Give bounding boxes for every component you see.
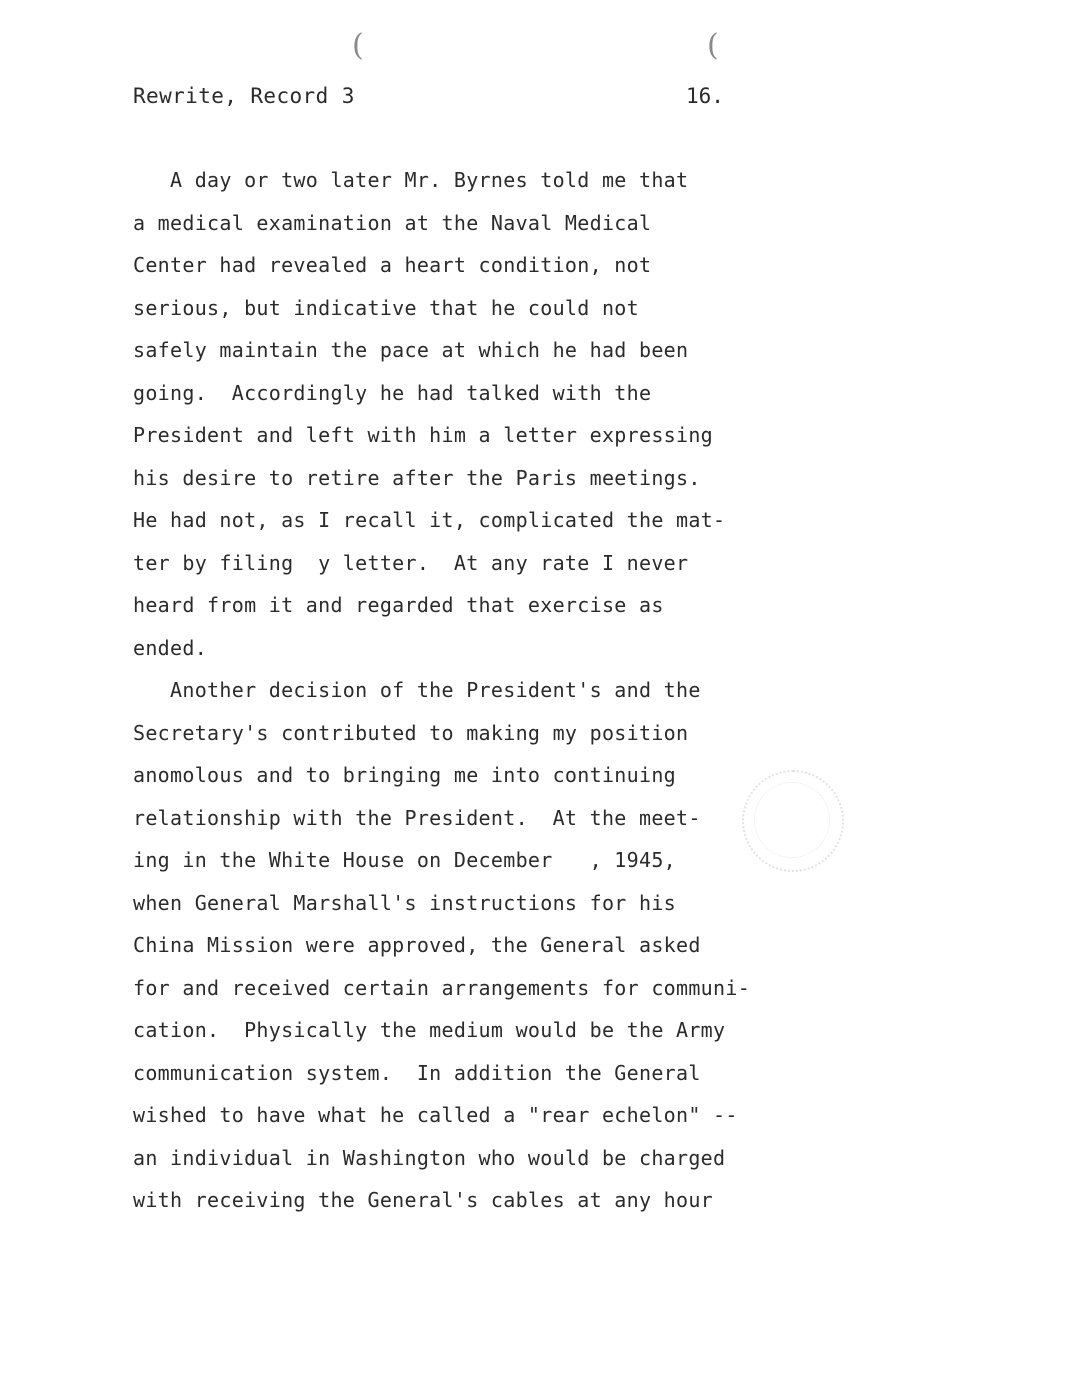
text-line: an individual in Washington who would be charged	[133, 1145, 726, 1170]
text-line: going. Accordingly he had talked with the	[133, 380, 652, 405]
document-body	[133, 166, 833, 1229]
text-line: China Mission were approved, the General asked	[133, 933, 701, 957]
text-line: President and left with him a letter expressing	[133, 423, 714, 447]
text-line: cation. Physically the medium would be the Army	[133, 1018, 726, 1042]
text-line: ing in the White House on December , 1945,	[133, 848, 677, 872]
text-line: for and received certain arrangements for communi-	[133, 975, 751, 1000]
text-line: relationship with the President. At the meet-	[133, 805, 701, 830]
text-line: heard from it and regarded that exercise as	[133, 593, 664, 617]
text-line: when General Marshall's instructions for his	[133, 890, 677, 915]
text-line: ended.	[133, 635, 208, 660]
text-line: his desire to retire after the Paris meetings.	[133, 465, 701, 490]
text-line: A day or two later Mr. Byrnes told me that	[133, 168, 689, 192]
text-line: safely maintain the pace at which he had been	[133, 338, 689, 362]
text-line: communication system. In addition the General	[133, 1060, 701, 1085]
text-line: anomolous and to bringing me into continuing	[133, 763, 677, 787]
text-line: wished to have what he called a "rear echelon" --	[133, 1103, 738, 1127]
text-line: with receiving the General's cables at any hour	[133, 1188, 714, 1212]
library-stamp-icon	[742, 770, 844, 872]
text-line: serious, but indicative that he could not	[133, 295, 639, 320]
page-number: 16.	[686, 84, 724, 108]
text-line: He had not, as I recall it, complicated the mat-	[133, 508, 726, 532]
text-line: a medical examination at the Naval Medical	[133, 210, 652, 235]
text-line: Another decision of the President's and the	[133, 678, 701, 702]
text-line: ter by filing y letter. At any rate I never	[133, 550, 689, 575]
record-header: Rewrite, Record 3	[133, 84, 355, 108]
margin-mark-right: (	[707, 28, 719, 63]
margin-mark-left: (	[352, 28, 364, 63]
text-line: Secretary's contributed to making my position	[133, 720, 689, 745]
text-line: Center had revealed a heart condition, not	[133, 253, 652, 277]
